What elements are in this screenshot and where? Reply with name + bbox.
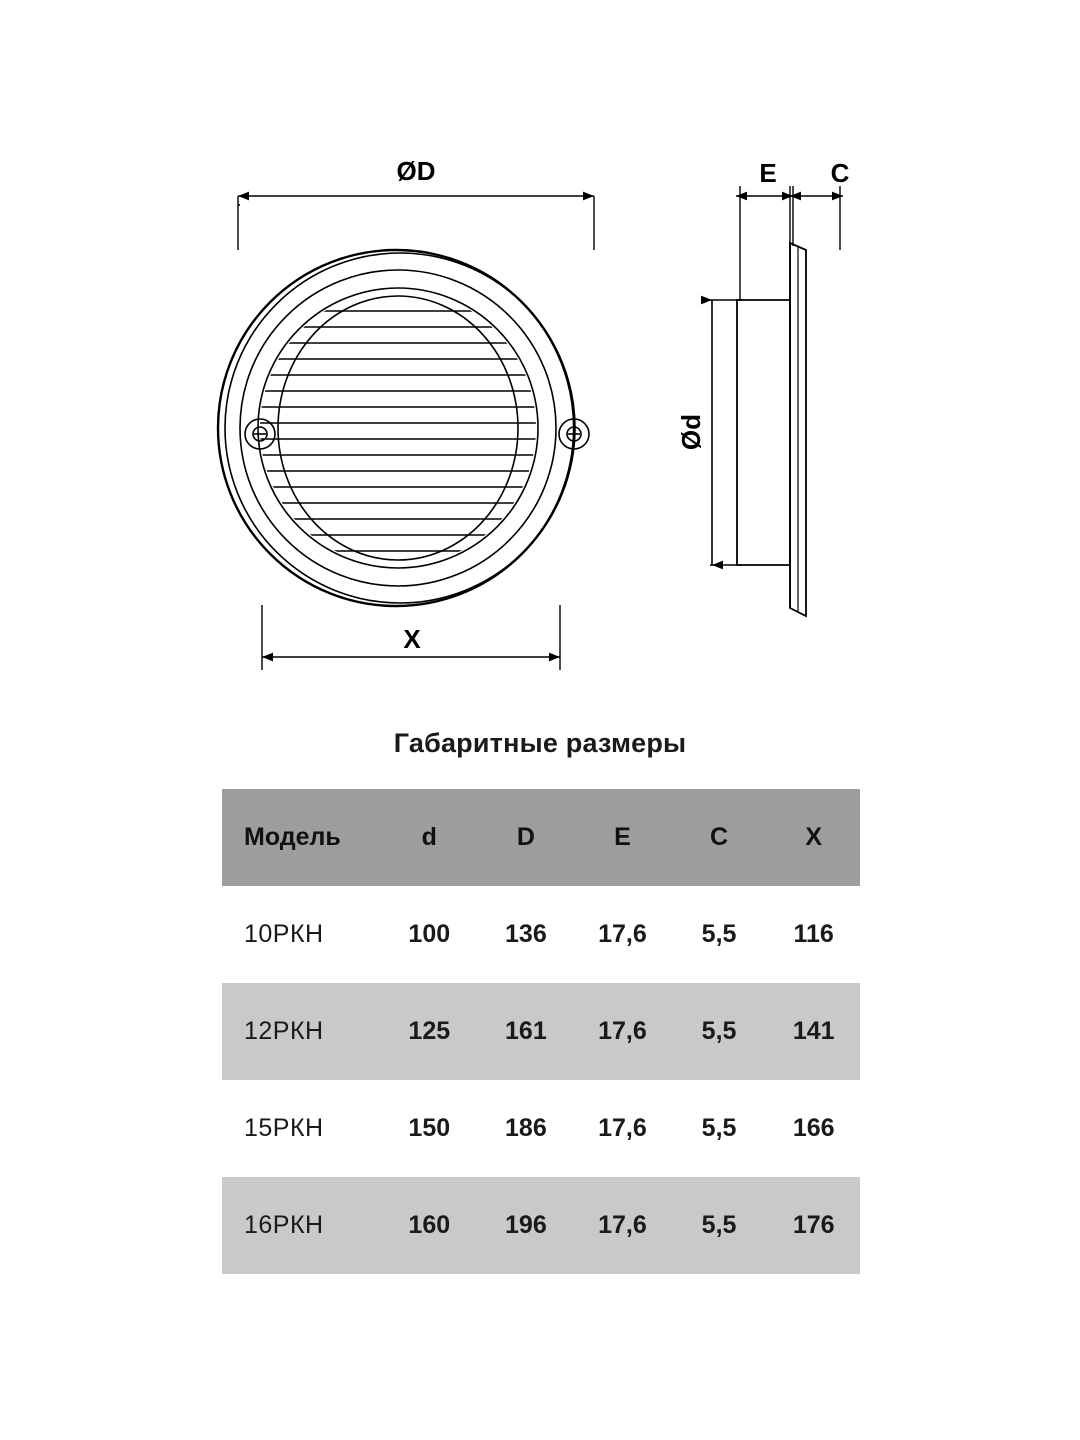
dimensions-table-wrapper <box>222 789 860 1274</box>
table-row <box>222 983 860 1080</box>
dimension-c <box>790 158 850 250</box>
cell-D: 136 <box>505 920 547 948</box>
cell-C: 5,5 <box>701 1017 737 1045</box>
cell-D: 196 <box>505 1211 547 1239</box>
cell-E: 17,6 <box>598 1017 647 1045</box>
dimension-x <box>262 605 560 670</box>
front-view-body <box>218 250 575 606</box>
cell-X: 176 <box>792 1211 835 1239</box>
louvre-slats <box>258 288 538 568</box>
table-head <box>222 789 860 886</box>
screw-boss-left <box>245 419 275 449</box>
label-c: C <box>830 158 850 188</box>
cell-E: 17,6 <box>598 1211 647 1239</box>
cell-D: 186 <box>505 1114 547 1142</box>
cell-d: 160 <box>408 1211 451 1239</box>
cell-d: 150 <box>408 1114 451 1142</box>
cell-d: 100 <box>408 920 451 948</box>
dimension-e <box>736 158 793 300</box>
cell-C: 5,5 <box>701 920 737 948</box>
column-header-C: C <box>710 823 729 851</box>
cell-model: 10РКН <box>244 920 324 948</box>
cell-model: 16РКН <box>244 1211 324 1239</box>
column-header-d: d <box>421 823 437 851</box>
drawing-svg <box>0 0 1080 710</box>
table-header-row <box>222 789 860 886</box>
label-outer-diameter: ØD <box>396 156 436 186</box>
cell-E: 17,6 <box>598 1114 647 1142</box>
cell-X: 166 <box>792 1114 835 1142</box>
column-header-E: E <box>614 823 631 851</box>
table-title: Габаритные размеры <box>393 728 687 758</box>
dimensions-table <box>222 789 860 1274</box>
dimension-inner-diameter <box>676 300 742 565</box>
column-header-X: X <box>805 823 823 851</box>
column-header-D: D <box>516 823 535 851</box>
column-header-model: Модель <box>244 823 341 851</box>
cell-D: 161 <box>505 1017 547 1045</box>
label-x: X <box>403 624 421 654</box>
cell-C: 5,5 <box>701 1114 737 1142</box>
table-body <box>222 886 860 1274</box>
label-inner-diameter: Ød <box>676 413 706 451</box>
label-e: E <box>759 158 777 188</box>
table-row <box>222 1177 860 1274</box>
cell-model: 12РКН <box>244 1017 324 1045</box>
cell-X: 116 <box>793 920 834 948</box>
cell-E: 17,6 <box>598 920 647 948</box>
cell-C: 5,5 <box>701 1211 737 1239</box>
cell-X: 141 <box>792 1017 835 1045</box>
table-row <box>222 886 860 983</box>
dimension-outer-diameter <box>238 156 594 250</box>
table-row <box>222 1080 860 1177</box>
cell-d: 125 <box>408 1017 451 1045</box>
side-view-body <box>737 243 806 616</box>
technical-drawing <box>0 0 1080 710</box>
cell-model: 15РКН <box>244 1114 324 1142</box>
